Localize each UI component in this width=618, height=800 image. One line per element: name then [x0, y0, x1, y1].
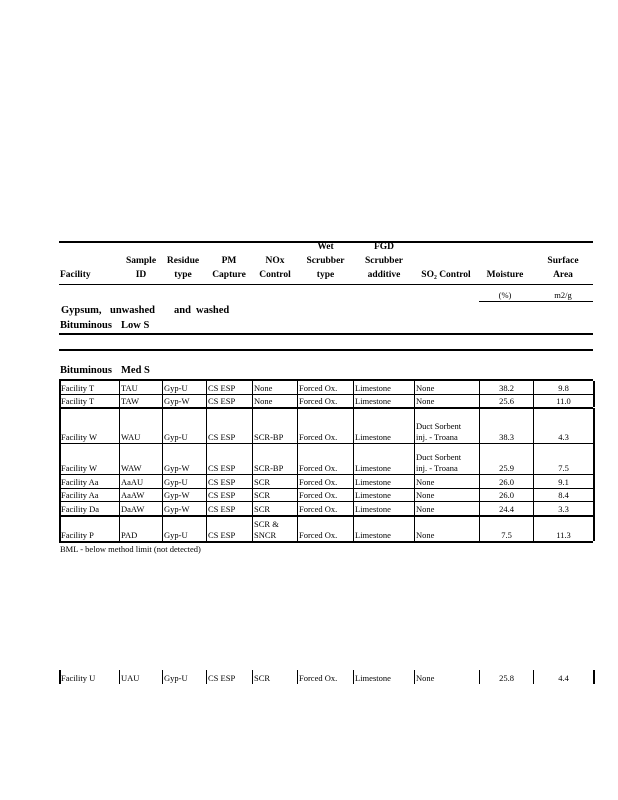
cell-surface-area: 11.0: [556, 396, 571, 406]
header-nox-control-l2: Control: [259, 270, 291, 280]
cell-border: [479, 474, 480, 488]
cell-so2-control: Duct Sorbent: [416, 421, 462, 431]
cell-border: [479, 408, 480, 443]
cell-border: [593, 381, 595, 394]
cell-border: [206, 394, 207, 407]
cell-border: [353, 443, 354, 474]
cell-wet-scrubber: Forced Ox.: [299, 383, 338, 393]
header-residue-type-l2: type: [174, 270, 192, 280]
cell-moisture: 24.4: [499, 504, 514, 514]
cell-so2-control: inj. - Troana: [416, 463, 458, 473]
cell-residue-type: Gyp-W: [164, 504, 190, 514]
cell-border: [162, 394, 163, 407]
cell-border: [297, 408, 298, 443]
cell-so2-control: None: [416, 490, 435, 500]
cell-pm-capture: CS ESP: [208, 463, 236, 473]
cell-pm-capture: CS ESP: [208, 673, 236, 683]
cell-surface-area: 11.3: [556, 530, 571, 540]
cell-nox-control: None: [254, 396, 273, 406]
cell-sample-id: AaAW: [121, 490, 145, 500]
header-pm-capture-l1: PM: [221, 256, 237, 266]
cell-pm-capture: CS ESP: [208, 432, 236, 442]
cell-border: [353, 381, 354, 394]
cell-surface-area: 7.5: [558, 463, 569, 473]
cell-moisture: 38.2: [499, 383, 514, 393]
cell-border: [479, 488, 480, 501]
cell-border: [206, 474, 207, 488]
cell-fgd-additive: Limestone: [355, 463, 391, 473]
cell-border: [533, 443, 534, 474]
cell-moisture: 7.5: [501, 530, 512, 540]
cell-facility: Facility W: [61, 463, 97, 473]
cell-facility: Facility T: [61, 396, 95, 406]
cell-surface-area: 8.4: [558, 490, 569, 500]
group2-label-b: Med S: [121, 365, 150, 376]
header-wet-scrubber-l3: type: [316, 270, 335, 280]
cell-nox-control: SCR: [254, 504, 271, 514]
section-title-w4: washed: [196, 305, 230, 316]
cell-border: [206, 515, 207, 541]
cell-pm-capture: CS ESP: [208, 490, 236, 500]
cell-surface-area: 4.3: [558, 432, 569, 442]
cell-border: [252, 474, 253, 488]
header-fgd-additive-l2: Scrubber: [365, 256, 403, 266]
cell-wet-scrubber: Forced Ox.: [299, 673, 338, 683]
cell-nox-control: SCR: [254, 477, 271, 487]
cell-so2-control: None: [416, 383, 435, 393]
cell-border: [353, 501, 354, 515]
cell-residue-type: Gyp-W: [164, 463, 190, 473]
group1-label-a: Bituminous: [60, 320, 112, 331]
header-surface-area-l2: Area: [553, 270, 573, 280]
cell-residue-type: Gyp-W: [164, 396, 190, 406]
header-so2-control: SO₂ Control: [421, 270, 471, 280]
cell-border: [414, 408, 415, 443]
cell-border: [414, 443, 415, 474]
cell-surface-area: 9.1: [558, 477, 569, 487]
cell-border: [353, 474, 354, 488]
cell-border: [162, 381, 163, 394]
cell-residue-type: Gyp-W: [164, 490, 190, 500]
cell-facility: Facility T: [61, 383, 95, 393]
cell-border: [119, 381, 120, 394]
header-fgd-additive-l1: FGD: [373, 242, 395, 252]
cell-border: [533, 408, 534, 443]
row-divider: [59, 501, 593, 502]
cell-border: [252, 501, 253, 515]
cell-border: [162, 501, 163, 515]
cell-nox-control: SCR &: [254, 519, 279, 529]
cell-border: [479, 515, 480, 541]
cell-border: [162, 474, 163, 488]
cell-border: [414, 488, 415, 501]
cell-so2-control: Duct Sorbent: [416, 452, 462, 462]
cell-fgd-additive: Limestone: [355, 673, 391, 683]
header-pm-capture-l2: Capture: [212, 270, 246, 280]
cell-sample-id: TAW: [121, 396, 139, 406]
cell-wet-scrubber: Forced Ox.: [299, 477, 338, 487]
cell-border: [162, 488, 163, 501]
cell-fgd-additive: Limestone: [355, 490, 391, 500]
cell-border: [119, 501, 120, 515]
header-residue-type-l1: Residue: [166, 256, 200, 266]
row-divider: [59, 443, 593, 444]
cell-border: [414, 515, 415, 541]
cell-border: [414, 474, 415, 488]
cell-border: [119, 408, 120, 443]
section-title-w2: unwashed: [110, 305, 155, 316]
cell-border: [593, 488, 595, 501]
cell-border: [533, 381, 534, 394]
cell-so2-control: inj. - Troana: [416, 432, 458, 442]
cell-sample-id: TAU: [121, 383, 138, 393]
cell-fgd-additive: Limestone: [355, 530, 391, 540]
cell-border: [297, 443, 298, 474]
cell-residue-type: Gyp-U: [164, 383, 188, 393]
cell-so2-control: None: [416, 477, 435, 487]
cell-border: [593, 394, 595, 407]
cell-pm-capture: CS ESP: [208, 504, 236, 514]
cell-border: [206, 488, 207, 501]
cell-border: [353, 515, 354, 541]
cell-border: [252, 515, 253, 541]
header-wet-scrubber-l1: Wet: [317, 242, 334, 252]
cell-facility: Facility Da: [61, 504, 100, 514]
header-moisture: Moisture: [486, 270, 524, 280]
unit-surface-area: m2/g: [554, 290, 572, 300]
cell-border: [297, 488, 298, 501]
row-divider: [59, 515, 593, 517]
cell-sample-id: PAD: [121, 530, 138, 540]
cell-fgd-additive: Limestone: [355, 432, 391, 442]
cell-residue-type: Gyp-U: [164, 432, 188, 442]
cell-pm-capture: CS ESP: [208, 530, 236, 540]
group1-label-b: Low S: [121, 320, 150, 331]
cell-moisture: 26.0: [499, 490, 514, 500]
cell-surface-area: 9.8: [558, 383, 569, 393]
cell-border: [206, 408, 207, 443]
cell-border: [206, 381, 207, 394]
cell-so2-control: None: [416, 530, 435, 540]
cell-border: [414, 381, 415, 394]
cell-wet-scrubber: Forced Ox.: [299, 490, 338, 500]
header-sample-id-l2: ID: [135, 270, 147, 280]
cell-border: [297, 474, 298, 488]
cell-wet-scrubber: Forced Ox.: [299, 530, 338, 540]
group2-bottom-rule: [59, 541, 593, 543]
cell-sample-id: DaAW: [121, 504, 145, 514]
cell-nox-control: None: [254, 383, 273, 393]
header-surface-area-l1: Surface: [547, 256, 579, 266]
cell-sample-id: UAU: [121, 673, 140, 683]
cell-border: [593, 515, 595, 541]
cell-nox-control: SCR-BP: [254, 432, 284, 442]
cell-border: [533, 501, 534, 515]
cell-moisture: 26.0: [499, 477, 514, 487]
footnote: BML - below method limit (not detected): [60, 544, 201, 554]
cell-border: [297, 381, 298, 394]
cell-border: [479, 501, 480, 515]
section-title-w3: and: [174, 305, 191, 316]
cell-border: [119, 474, 120, 488]
cell-border: [353, 394, 354, 407]
cell-fgd-additive: Limestone: [355, 504, 391, 514]
unit-moisture: (%): [498, 290, 512, 300]
cell-border: [593, 474, 595, 488]
cell-border: [479, 443, 480, 474]
cell-so2-control: None: [416, 504, 435, 514]
cell-facility: Facility P: [61, 530, 94, 540]
header-sample-id-l1: Sample: [125, 256, 157, 266]
row-divider: [59, 488, 593, 489]
cell-sample-id: AaAU: [121, 477, 144, 487]
cell-fgd-additive: Limestone: [355, 477, 391, 487]
cell-border: [162, 443, 163, 474]
cell-border: [252, 488, 253, 501]
cell-nox-control: SCR: [254, 673, 271, 683]
cell-nox-control: SCR-BP: [254, 463, 284, 473]
cell-fgd-additive: Limestone: [355, 396, 391, 406]
cell-border: [297, 394, 298, 407]
cell-wet-scrubber: Forced Ox.: [299, 432, 338, 442]
cell-facility: Facility Aa: [61, 490, 99, 500]
cell-border: [533, 515, 534, 541]
cell-border: [252, 381, 253, 394]
header-fgd-additive-l3: additive: [367, 270, 401, 280]
cell-border: [252, 443, 253, 474]
cell-border: [533, 474, 534, 488]
cell-border: [533, 394, 534, 407]
cell-moisture: 25.9: [499, 463, 514, 473]
cell-border: [206, 443, 207, 474]
cell-sample-id: WAU: [121, 432, 141, 442]
cell-border: [593, 408, 595, 443]
cell-border: [479, 381, 480, 394]
cell-so2-control: None: [416, 396, 435, 406]
cell-border: [297, 501, 298, 515]
row-divider: [59, 394, 593, 395]
cell-facility: Facility W: [61, 432, 97, 442]
cell-pm-capture: CS ESP: [208, 477, 236, 487]
cell-border: [252, 394, 253, 407]
cell-border: [206, 501, 207, 515]
cell-border: [479, 394, 480, 407]
cell-border: [593, 501, 595, 515]
cell-border: [533, 488, 534, 501]
header-facility: Facility: [60, 270, 91, 280]
cell-border: [414, 501, 415, 515]
cell-border: [593, 443, 595, 474]
cell-surface-area: 3.3: [558, 504, 569, 514]
cell-border: [297, 515, 298, 541]
cell-residue-type: Gyp-U: [164, 530, 188, 540]
section-title-w1: Gypsum,: [61, 305, 102, 316]
cell-surface-area: 4.4: [558, 673, 569, 683]
cell-moisture: 38.3: [499, 432, 514, 442]
cell-wet-scrubber: Forced Ox.: [299, 504, 338, 514]
cell-pm-capture: CS ESP: [208, 396, 236, 406]
cell-wet-scrubber: Forced Ox.: [299, 396, 338, 406]
cell-nox-control: SCR: [254, 490, 271, 500]
cell-border: [119, 394, 120, 407]
cell-residue-type: Gyp-U: [164, 673, 188, 683]
row-divider: [59, 474, 593, 475]
cell-border: [119, 515, 120, 541]
cell-border: [252, 408, 253, 443]
cell-residue-type: Gyp-U: [164, 477, 188, 487]
header-wet-scrubber-l2: Scrubber: [306, 256, 345, 266]
cell-so2-control: None: [416, 673, 435, 683]
cell-border: [119, 443, 120, 474]
cell-fgd-additive: Limestone: [355, 383, 391, 393]
cell-sample-id: WAW: [121, 463, 142, 473]
group2-label-a: Bituminous: [60, 365, 112, 376]
cell-moisture: 25.6: [499, 396, 514, 406]
cell-pm-capture: CS ESP: [208, 383, 236, 393]
cell-facility: Facility U: [61, 673, 96, 683]
cell-facility: Facility Aa: [61, 477, 99, 487]
cell-border: [414, 394, 415, 407]
cell-border: [162, 408, 163, 443]
cell-border: [353, 408, 354, 443]
cell-border: [119, 488, 120, 501]
cell-wet-scrubber: Forced Ox.: [299, 463, 338, 473]
row-divider: [59, 407, 593, 409]
cell-border: [162, 515, 163, 541]
cell-moisture: 25.8: [499, 673, 514, 683]
cell-border: [353, 488, 354, 501]
header-nox-control-l1: NOx: [265, 256, 285, 266]
cell-nox-control: SNCR: [254, 530, 277, 540]
